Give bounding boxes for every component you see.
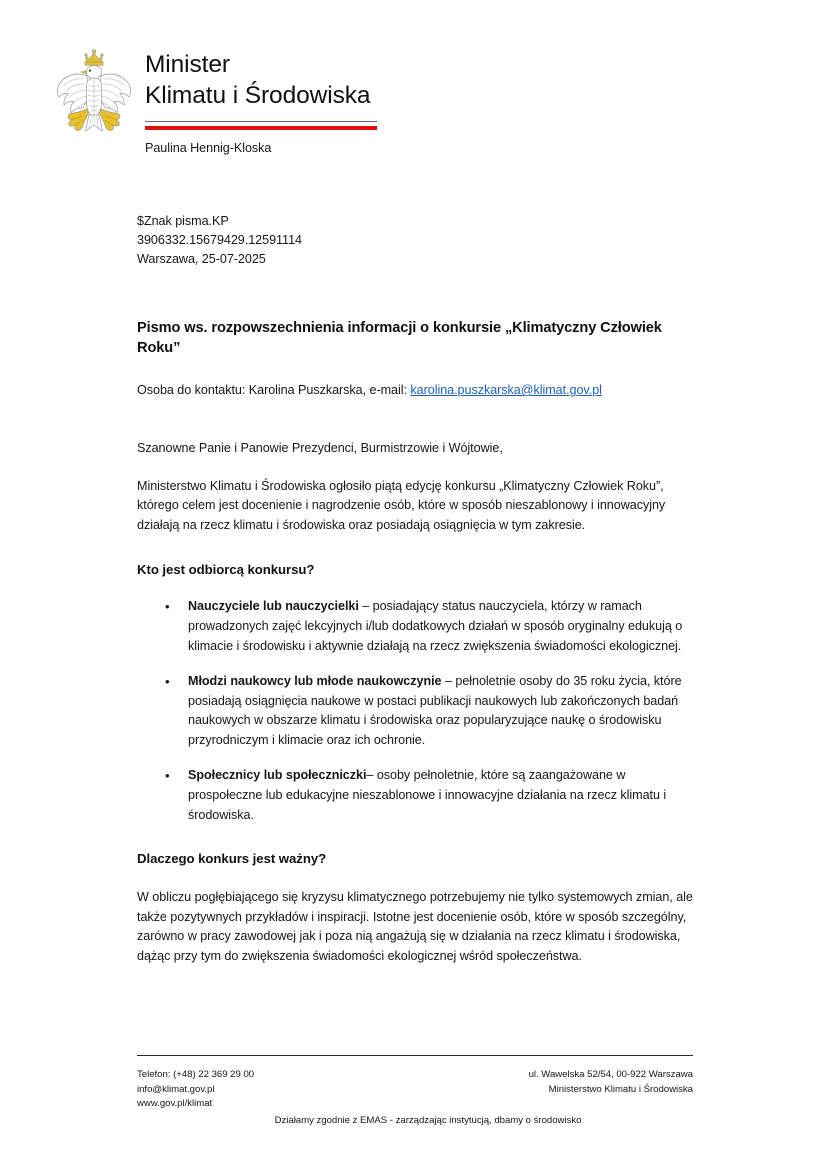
- bullet-icon: •: [165, 673, 170, 689]
- heading-audience: Kto jest odbiorcą konkursu?: [137, 561, 315, 577]
- contact-label: Osoba do kontaktu: Karolina Puszkarska, e-mail:: [137, 383, 411, 398]
- footer-emas-statement: Działamy zgodnie z EMAS - zarządzając instytucją, dbamy o środowisko: [274, 1114, 582, 1126]
- minister-name: Paulina Hennig-Kloska: [145, 140, 272, 155]
- list-item-lead: Młodzi naukowcy lub młode naukowczynie: [188, 674, 442, 689]
- footer-email: info@klimat.gov.pl: [137, 1083, 215, 1095]
- ministry-title-line2: Klimatu i Środowiska: [145, 82, 371, 110]
- footer-address-column: [529, 1068, 693, 1097]
- audience-list: [137, 597, 693, 825]
- contact-line: [137, 381, 693, 400]
- salutation: Szanowne Panie i Panowie Prezydenci, Burmistrzowie i Wójtowie,: [137, 441, 503, 455]
- list-item-text: – pełnoletnie osoby do 35 roku życia, które posiadają osiągnięcia naukowe w postaci publikacji naukowych lub zakończonych badań naukowych w obszarze klimatu i środowiska oraz popularyzujące naukę o środowisku przyrodniczym i klimacie oraz ich ochronie.: [188, 674, 682, 747]
- heading-importance: Dlaczego konkurs jest ważny?: [137, 851, 327, 867]
- page-title: Pismo ws. rozpowszechnienia informacji o konkursie „Klimatyczny Człowiek Roku”: [137, 319, 662, 357]
- importance-paragraph: W obliczu pogłębiającego się kryzysu klimatycznego potrzebujemy nie tylko systemowych zmian, ale także pozytywnych przykładów i inspiracji. Istotne jest docenienie osób, które w sposób szczególny, zarówno w pracy zawodowej jak i poza nią angażują się w działania na rzecz klimatu i środowiska, dążąc przy tym do zwiększenia świadomości ekologicznej wśród społeczeństwa.: [137, 890, 693, 963]
- list-item: [137, 672, 693, 750]
- place-and-date: Warszawa, 25-07-2025: [137, 251, 266, 266]
- contact-email-link[interactable]: karolina.puszkarska@klimat.gov.pl: [410, 383, 602, 398]
- page-footer: [137, 1068, 693, 1128]
- footer-contact-column: [137, 1068, 254, 1112]
- list-item-lead: Społecznicy lub społeczniczki: [188, 768, 367, 783]
- list-item-text: – posiadający status nauczyciela, którzy w ramach prowadzonych zajęć lekcyjnych i/lub dodatkowych działań w sposób oryginalny edukują o klimacie i środowisku i aktywnie działają na rzecz zwiększenia świadomości ekologicznej.: [188, 599, 683, 653]
- letterhead: [55, 45, 695, 155]
- polish-eagle-emblem-icon: [55, 47, 133, 139]
- ministry-title-line1: Minister: [145, 51, 230, 78]
- footer-website: www.gov.pl/klimat: [137, 1098, 213, 1110]
- reference-block: [137, 212, 693, 269]
- letterhead-gray-rule: [145, 121, 377, 122]
- bullet-icon: •: [165, 598, 170, 614]
- bullet-icon: •: [165, 767, 170, 783]
- footer-institution: Ministerstwo Klimatu i Środowiska: [548, 1083, 693, 1095]
- list-item-text: – osoby pełnoletnie, które są zaangażowane w prospołeczne lub edukacyjne nieszablonowe i innowacyjne działania na rzecz klimatu i środowiska.: [188, 768, 667, 822]
- list-item-lead: Nauczyciele lub nauczycielki: [188, 599, 359, 614]
- letterhead-text: [145, 45, 385, 155]
- footer-divider: [137, 1055, 693, 1056]
- list-item: [137, 597, 693, 656]
- reference-mark-label: $Znak pisma.KP: [137, 214, 229, 228]
- document-body: [137, 212, 693, 966]
- letterhead-red-rule: [145, 126, 377, 130]
- list-item: [137, 766, 693, 825]
- intro-paragraph: Ministerstwo Klimatu i Środowiska ogłosiło piątą edycję konkursu „Klimatyczny Człowiek Roku”, którego celem jest docenienie i nagrodzenie osób, które w sposób nieszablonowy i innowacyjny działają na rzecz klimatu i środowiska oraz posiadają osiągnięcia w tym zakresie.: [137, 478, 666, 533]
- reference-mark-number: 3906332.15679429.12591114: [137, 232, 302, 247]
- footer-phone: Telefon: (+48) 22 369 29 00: [137, 1069, 255, 1080]
- footer-address: ul. Wawelska 52/54, 00-922 Warszawa: [528, 1069, 693, 1080]
